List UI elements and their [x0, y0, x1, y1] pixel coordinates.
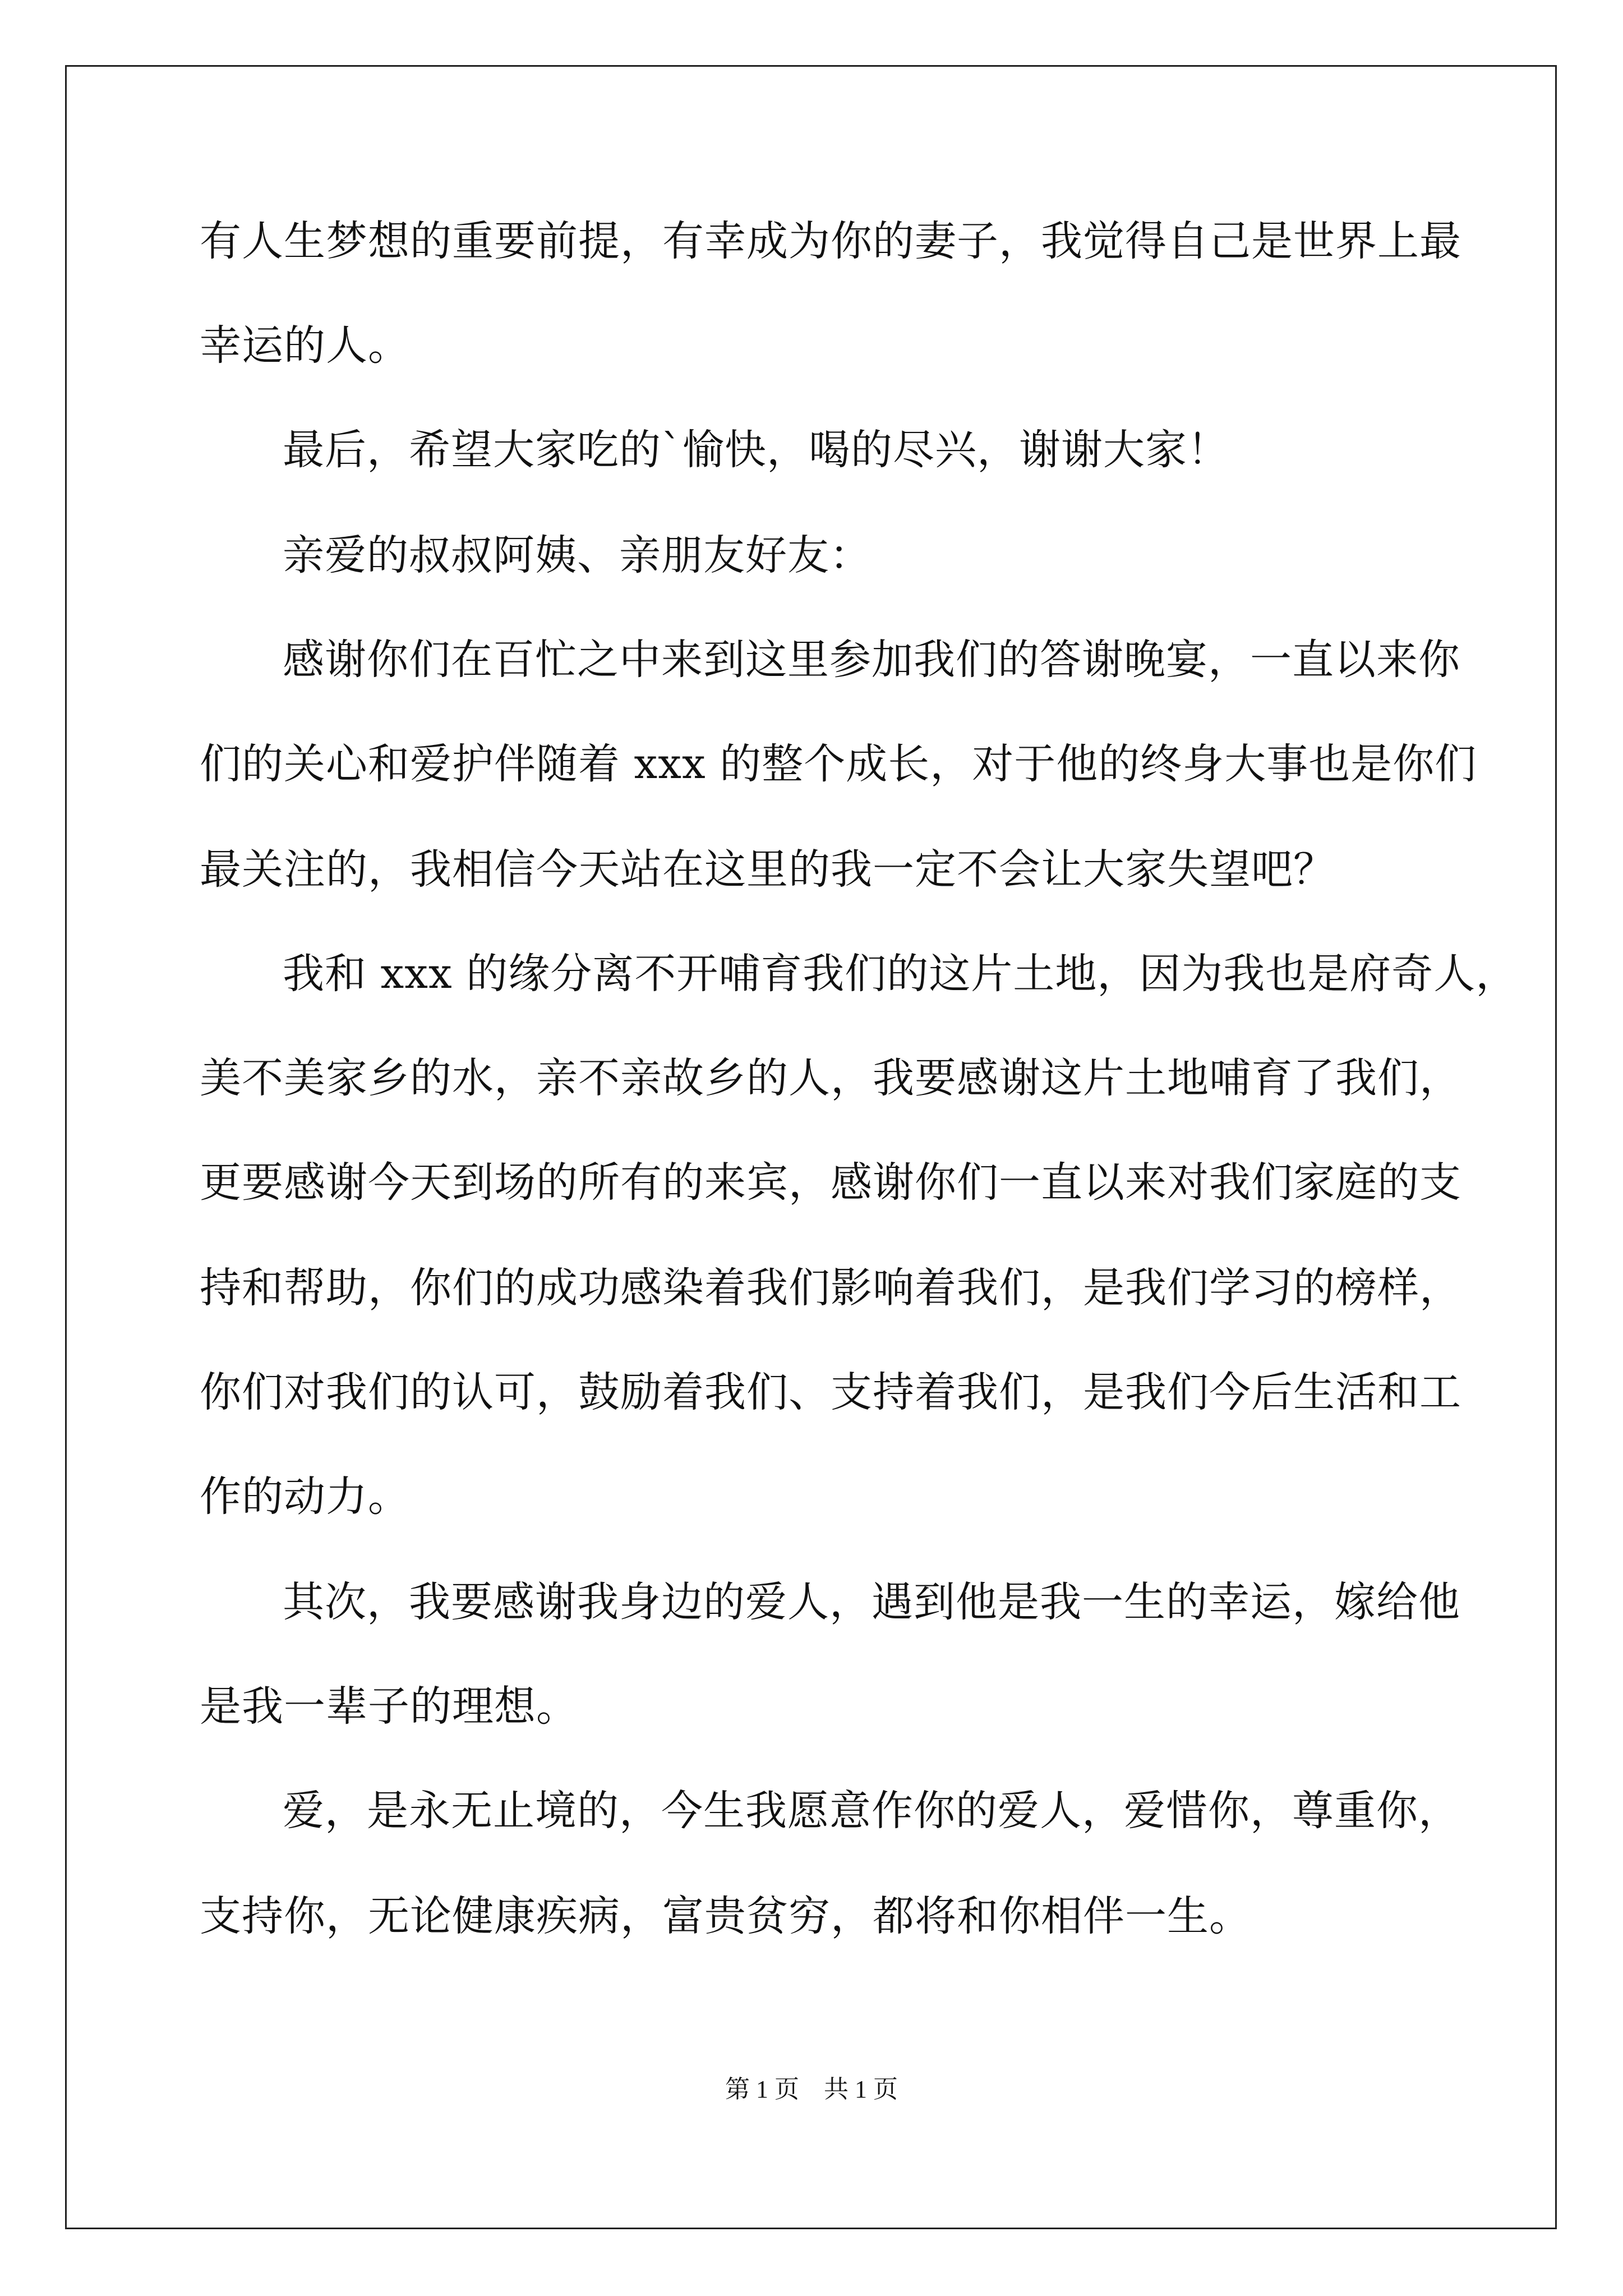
text-line-14: 其次，我要感谢我身边的爱人，遇到他是我一生的幸运，嫁给他: [283, 1578, 1460, 1626]
text-line-2: 幸运的人。: [200, 321, 410, 370]
text-line-13: 作的动力。: [200, 1473, 410, 1521]
text-line-1: 有人生梦想的重要前提，有幸成为你的妻子，我觉得自己是世界上最: [200, 217, 1461, 265]
text-line-5: 感谢你们在百忙之中来到这里参加我们的答谢晚宴，一直以来你: [283, 636, 1460, 684]
text-line-3: 最后，希望大家吃的`愉快，喝的尽兴，谢谢大家！: [283, 426, 1229, 474]
text-line-17: 支持你，无论健康疾病，富贵贫穷，都将和你相伴一生。: [200, 1892, 1251, 1940]
text-line-16: 爱，是永无止境的，今生我愿意作你的爱人，爱惜你，尊重你，: [283, 1787, 1460, 1835]
text-line-12: 你们对我们的认可，鼓励着我们、支持着我们，是我们今后生活和工: [200, 1368, 1461, 1416]
text-line-8: 我和 xxx 的缘分离不开哺育我们的这片土地，因为我也是府奇人，: [283, 950, 1518, 998]
text-line-10: 更要感谢今天到场的所有的来宾，感谢你们一直以来对我们家庭的支: [200, 1158, 1461, 1207]
text-line-9: 美不美家乡的水，亲不亲故乡的人，我要感谢这片土地哺育了我们，: [200, 1054, 1461, 1102]
page-number-footer: 第 1 页 共 1 页: [725, 2076, 898, 2103]
text-line-4: 亲爱的叔叔阿姨、亲朋友好友：: [283, 531, 872, 579]
text-line-6: 们的关心和爱护伴随着 xxx 的整个成长，对于他的终身大事也是你们: [200, 740, 1477, 788]
text-line-15: 是我一辈子的理想。: [200, 1682, 578, 1731]
text-line-7: 最关注的，我相信今天站在这里的我一定不会让大家失望吧？: [200, 845, 1335, 894]
text-line-11: 持和帮助，你们的成功感染着我们影响着我们，是我们学习的榜样，: [200, 1264, 1461, 1312]
